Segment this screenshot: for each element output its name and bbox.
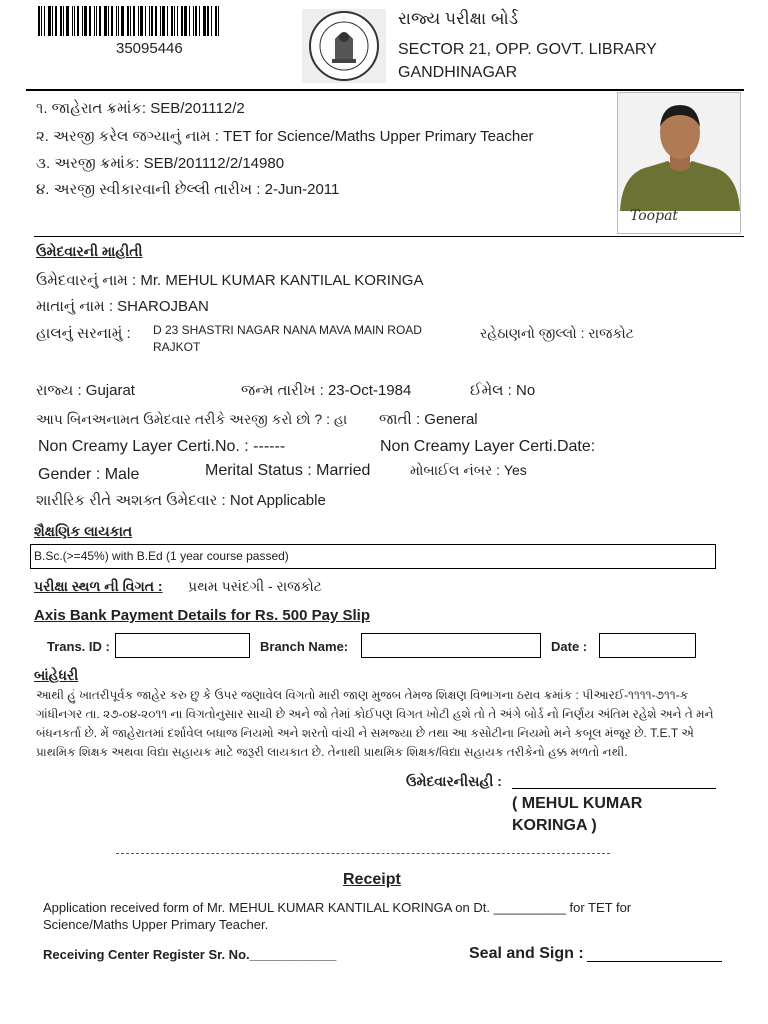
declaration-text: આથી હું ખાતરીપૂર્વક જાહેર કરુ છુ કે ઉપર જણાવેલ વિગતો મારી જાણ મુજબ તેમજ શિક્ષણ વિભાગના ઠરાવ ક્રમાંક : પીઆરઈ-૧૧૧૧-૭૧૧-ક ગાંધીનગર તા. ૨૭-૦૪-૨૦૧૧ ના વિગતોનુસાર સાચી છે અને જો તેમાં કોઈપણ વિગત ખોટી હશે તો તે અંગે બોર્ડ નો નિર્ણય અંતિમ રહેશે અને તે મને બંધનકર્તા છે. મેં જાહેરાતમાં દર્શાવેલ બધાજ નિયમો અને શરતો વાંચી ને સમજ્યા છે તથા આ કસોટીના નિયમો મને કબૂલ મંજૂર છે. T.E.T એ પ્રાથમિક શિક્ષક અથવા વિદ્યા સહાયક માટે જરૂરી લાયકાત છે. તેનાથી પ્રાથમિક શિક્ષક/વિદ્યા સહાયક તરીકેનો હક્ક મળતો નથી. xyxy=(36,688,714,759)
barcode-number: 35095446 xyxy=(116,40,183,57)
receipt-line2: Science/Maths Upper Primary Teacher. xyxy=(43,917,269,932)
mother-name: માતાનું નામ : SHAROJBAN xyxy=(36,298,209,315)
seal-sign-line xyxy=(587,961,722,962)
marital-status: Merital Status : Married xyxy=(205,462,371,479)
date-of-birth: જન્મ તારીખ : 23-Oct-1984 xyxy=(241,382,412,399)
post-name: ૨. અરજી કરેલ જગ્યાનું નામ : TET for Science/Maths Upper Primary Teacher xyxy=(36,128,534,145)
signature-line xyxy=(512,788,716,789)
barcode xyxy=(38,6,228,36)
board-name: રાજ્ય પરીક્ષા બોર્ડ xyxy=(398,9,519,28)
photo-signature: Toopat xyxy=(630,208,679,224)
payment-date-field[interactable] xyxy=(599,633,696,658)
board-address-line2: GANDHINAGAR xyxy=(398,64,518,81)
ncl-cert-no: Non Creamy Layer Certi.No. : ------ xyxy=(38,438,286,455)
receipt-heading: Receipt xyxy=(343,871,401,888)
board-emblem xyxy=(302,9,386,83)
board-address-line1: SECTOR 21, OPP. GOVT. LIBRARY xyxy=(398,41,657,58)
email: ઈમેલ : No xyxy=(470,382,536,399)
trans-id-label: Trans. ID : xyxy=(47,639,110,654)
address-label: હાલનું સરનામું : xyxy=(36,325,131,342)
candidate-signature-label: ઉમેદવારનીસહી : xyxy=(406,773,502,789)
district: રહેઠાણનો જીલ્લો : રાજકોટ xyxy=(480,325,634,341)
exam-center-value: પ્રથમ પસંદગી - રાજકોટ xyxy=(188,578,322,594)
ncl-cert-date: Non Creamy Layer Certi.Date: xyxy=(380,438,596,455)
seal-sign-label: Seal and Sign : xyxy=(469,945,584,962)
candidate-name: ઉમેદવારનું નામ : Mr. MEHUL KUMAR KANTILAL KORINGA xyxy=(36,272,424,289)
address-line2: RAJKOT xyxy=(153,340,201,354)
caste: જાતી : General xyxy=(379,411,478,428)
candidate-name-line2: KORINGA ) xyxy=(512,817,597,834)
education-value: B.Sc.(>=45%) with B.Ed (1 year course passed) xyxy=(34,549,289,563)
gender: Gender : Male xyxy=(38,466,140,483)
last-date: ૪. અરજી સ્વીકારવાની છેલ્લી તારીખ : 2-Jun-2011 xyxy=(36,181,340,198)
date-label: Date : xyxy=(551,639,588,654)
section-divider xyxy=(34,236,744,237)
state: રાજ્ય : Gujarat xyxy=(36,382,135,399)
branch-name-field[interactable] xyxy=(361,633,541,658)
receipt-line1: Application received form of Mr. MEHUL KUMAR KANTILAL KORINGA on Dt. __________ for TET for xyxy=(43,900,632,915)
branch-name-label: Branch Name: xyxy=(260,639,349,654)
education-heading: શૈક્ષણિક લાયકાત xyxy=(34,523,133,539)
application-no: ૩. અરજી ક્રમાંક: SEB/201112/2/14980 xyxy=(36,155,285,172)
disability: શારીરિક રીતે અશક્ત ઉમેદવાર : Not Applicable xyxy=(36,492,326,509)
payment-heading: Axis Bank Payment Details for Rs. 500 Pay Slip xyxy=(34,607,370,624)
exam-center-heading: પરીક્ષા સ્થળ ની વિગત : xyxy=(34,578,163,594)
non-reserved-question: આપ બિનઅનામત ઉમેદવાર તરીકે અરજી કરો છો ? : હા xyxy=(36,411,348,427)
cut-line xyxy=(116,853,610,854)
advt-no: ૧. જાહેરાત ક્રમાંક: SEB/201112/2 xyxy=(36,100,245,117)
register-sr-no-label: Receiving Center Register Sr. No.____________ xyxy=(43,947,337,962)
declaration-heading: બાંહેધરી xyxy=(34,667,79,683)
trans-id-field[interactable] xyxy=(115,633,250,658)
mobile: મોબાઈલ નંબર : Yes xyxy=(410,462,527,478)
header-divider xyxy=(26,89,744,91)
address-line1: D 23 SHASTRI NAGAR NANA MAVA MAIN ROAD xyxy=(153,323,422,337)
candidate-info-heading: ઉમેદવારની માહીતી xyxy=(36,243,143,259)
candidate-name-line1: ( MEHUL KUMAR xyxy=(512,795,643,812)
